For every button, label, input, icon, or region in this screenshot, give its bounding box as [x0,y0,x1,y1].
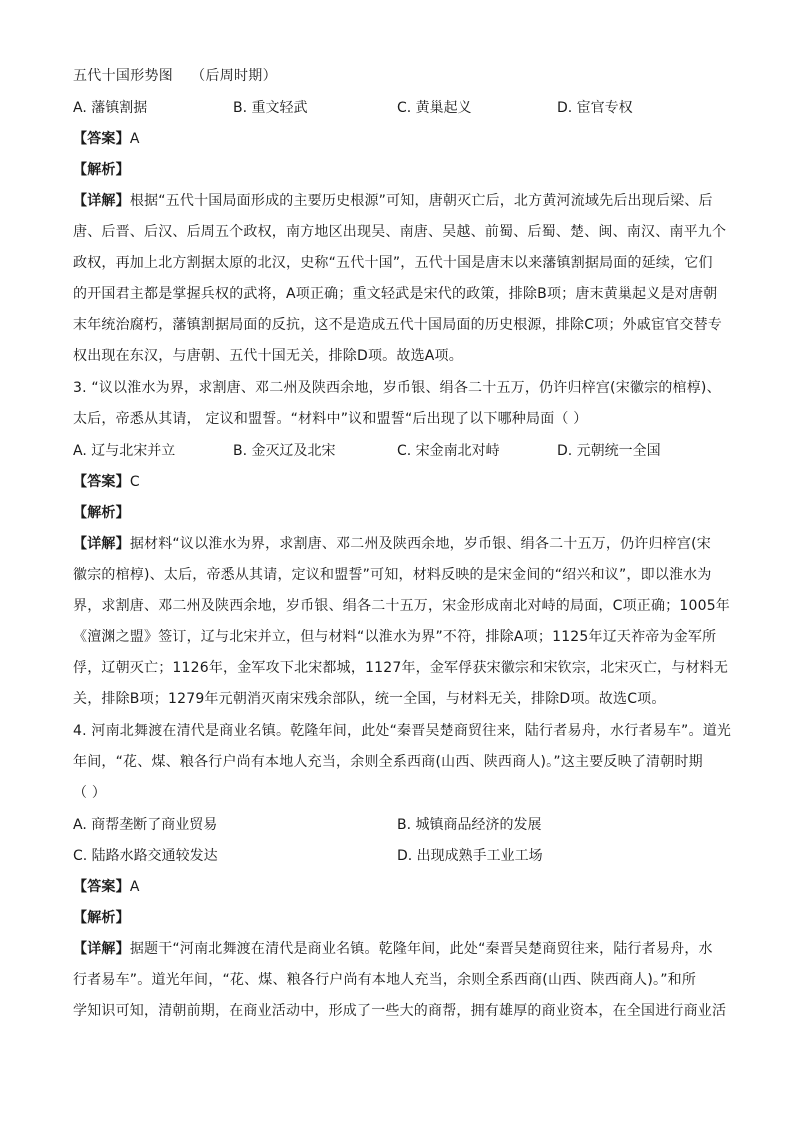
q3-detail-line: 《澶渊之盟》签订，辽与北宋并立，但与材料“以淮水为界”不符，排除A项；1125年辽天祚帝为金军所 [73,629,717,645]
q2-option-a: A. 藩镇割据 [73,100,148,116]
q2-analysis-heading: 【解析】 [73,162,130,178]
q2-detail-line: 的开国君主都是掌握兵权的武将，A项正确；重文轻武是宋代的政策，排除B项；唐末黄巢起义是对唐朝 [73,286,718,302]
q2-option-b: B. 重文轻武 [233,100,308,116]
q4-stem-line: 4. 河南北舞渡在清代是商业名镇。乾隆年间，此处“秦晋吴楚商贸往来，陆行者易舟，水行者易车”。道光 [73,723,732,739]
detail-tag: 【详解】 [73,193,130,209]
q3-option-a: A. 辽与北宋并立 [73,443,176,459]
q3-option-d: D. 元朝统一全国 [557,443,661,459]
q2-detail-line: 唐、后晋、后汉、后周五个政权，南方地区出现吴、南唐、吴越、前蜀、后蜀、楚、闽、南汉、南平九个 [73,224,727,240]
q2-option-d: D. 宦官专权 [557,100,633,116]
q4-analysis-heading: 【解析】 [73,910,130,926]
answer-value: C [129,474,140,490]
q3-option-b: B. 金灭辽及北宋 [233,443,336,459]
q3-detail-line: 俘，辽朝灭亡；1126年，金军攻下北宋都城，1127年，金军俘获宋徽宗和宋钦宗，北宋灭亡，与材料无 [73,660,729,676]
answer-tag: 【答案】 [73,879,130,895]
q2-detail-line: 末年统治腐朽，藩镇割据局面的反抗，这不是造成五代十国局面的历史根源，排除C项；外戚宦官交替专 [73,317,722,333]
q3-detail-line: 【详解】据材料“议以淮水为界，求割唐、邓二州及陕西余地，岁币银、绢各二十五万，仍许归梓宫(宋 [73,536,711,552]
q4-stem-line: （ ） [73,785,107,801]
answer-tag: 【答案】 [73,474,130,490]
q2-detail-line: 政权，再加上北方割据太原的北汉，史称“五代十国”，五代十国是唐末以来藩镇割据局面的延续，它们 [73,255,713,271]
q3-stem-line: 太后，帝悉从其请， 定议和盟誓。“材料中”议和盟誓“后出现了以下哪种局面（ ） [73,411,588,427]
q2-detail-line: 权出现在东汉，与唐朝、五代十国无关，排除D项。故选A项。 [73,348,463,364]
map-caption-sub: （后周时期） [191,68,277,84]
q4-option-a: A. 商帮垄断了商业贸易 [73,817,218,833]
detail-tag: 【详解】 [73,941,130,957]
q4-detail-line: 【详解】据题干“河南北舞渡在清代是商业名镇。乾隆年间，此处“秦晋吴楚商贸往来，陆行者易舟，水 [73,941,713,957]
answer-value: A [129,131,140,147]
q4-option-c: C. 陆路水路交通较发达 [73,848,218,864]
map-caption-title: 五代十国形势图 [73,68,174,84]
q2-detail-line: 【详解】根据“五代十国局面形成的主要历史根源”可知，唐朝灭亡后，北方黄河流域先后出现后梁、后 [73,193,713,209]
q4-option-b: B. 城镇商品经济的发展 [397,817,542,833]
answer-tag: 【答案】 [73,131,130,147]
q3-detail-line: 徽宗的棺椁)、太后，帝悉从其请，定议和盟誓”可知，材料反映的是宋金间的“绍兴和议”，即以淮水为 [73,567,712,583]
q3-detail-line: 界，求割唐、邓二州及陕西余地，岁币银、绢各二十五万，宋金形成南北对峙的局面，C项正确；1005年 [73,598,731,614]
q4-stem-line: 年间，“花、煤、粮各行户尚有本地人充当，余则全系西商(山西、陕西商人)。”这主要反映了清朝时期 [73,754,703,770]
q3-stem-line: 3. “议以淮水为界，求割唐、邓二州及陕西余地，岁币银、绢各二十五万，仍许归梓宫(宋徽宗的棺椁)、 [73,380,721,396]
answer-value: A [129,879,140,895]
q3-answer [73,472,723,492]
q3-analysis-heading: 【解析】 [73,505,130,521]
q4-option-d: D. 出现成熟手工业工场 [397,848,543,864]
q4-detail-line: 行者易车”。道光年间，“花、煤、粮各行户尚有本地人充当，余则全系西商(山西、陕西商人)。”和所 [73,972,697,988]
q2-option-c: C. 黄巢起义 [397,100,472,116]
q4-answer [73,877,723,897]
q4-detail-line: 学知识可知，清朝前期，在商业活动中，形成了一些大的商帮，拥有雄厚的商业资本，在全国进行商业活 [73,1003,727,1019]
map-caption [73,66,723,86]
q3-detail-line: 关，排除B项；1279年元朝消灭南宋残余部队，统一全国，与材料无关，排除D项。故选C项。 [73,691,666,707]
detail-tag: 【详解】 [73,536,130,552]
q3-option-c: C. 宋金南北对峙 [397,443,500,459]
q2-answer [73,129,723,149]
